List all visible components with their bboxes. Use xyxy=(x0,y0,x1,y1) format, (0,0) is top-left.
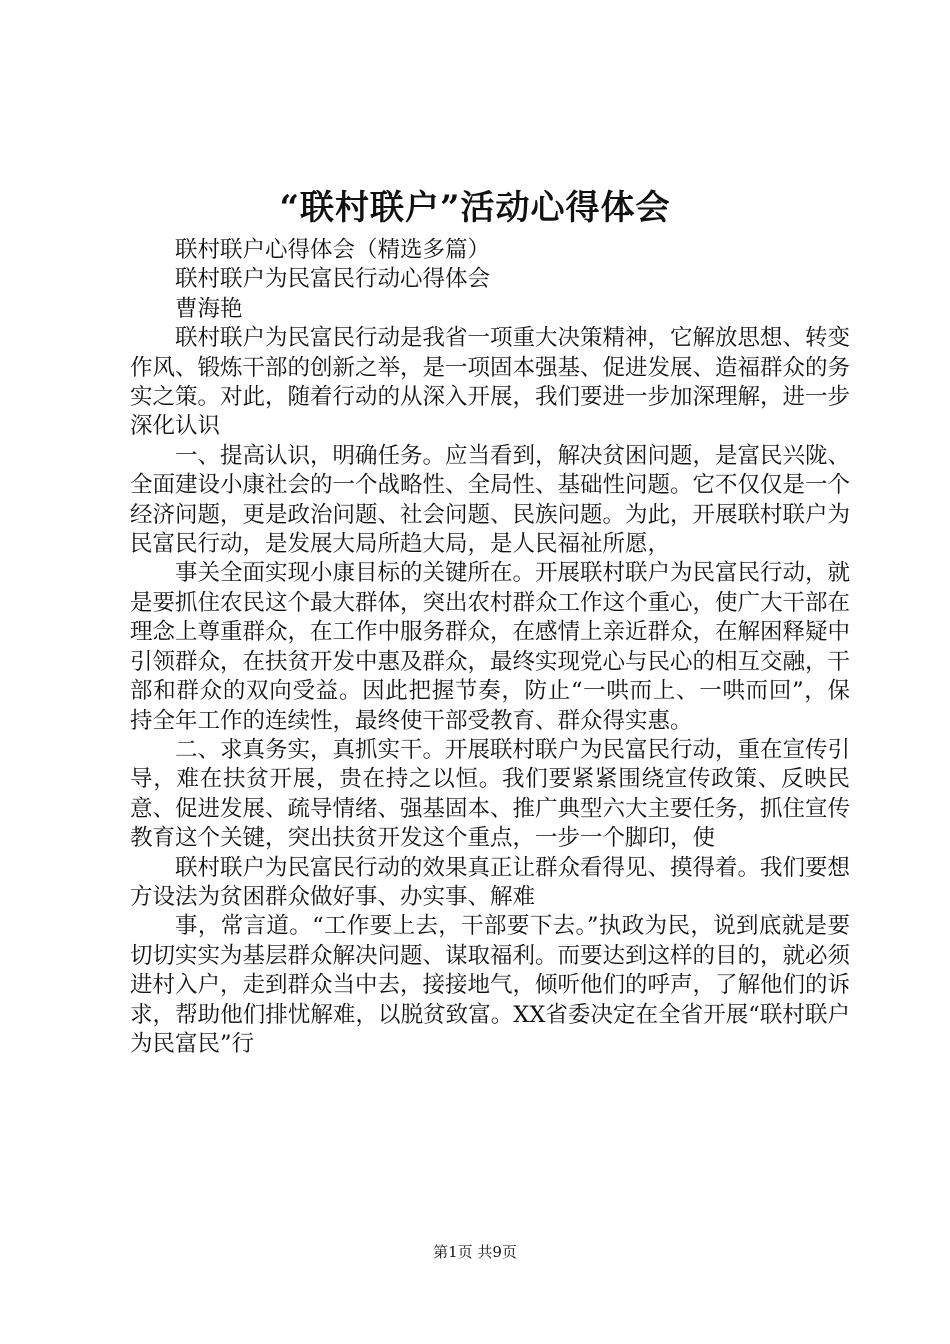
author-paragraph: 曹海艳 xyxy=(175,295,243,322)
body-paragraph: 二、求真务实，真抓实干。开展联村联户为民富民行动，重在宣传引导，难在扶贫开展，贵在持之以恒。我们要紧紧围绕宣传政策、反映民意、促进发展、疏导情绪、强基固本、推广典型六大主要任务，抓住宣传教育这个关键，突出扶贫开发这个重点，一步一个脚印，使 xyxy=(130,736,851,852)
body-paragraph: 联村联户为民富民行动的效果真正让群众看得见、摸得着。我们要想方设法为贫困群众做好事、办实事、解难 xyxy=(130,854,851,910)
subtitle-paragraph: 联村联户心得体会（精选多篇） xyxy=(175,237,491,263)
article-heading-paragraph: 联村联户为民富民行动心得体会 xyxy=(175,266,491,293)
document-title: “联村联户”活动心得体会 xyxy=(279,188,671,228)
body-paragraph: 事关全面实现小康目标的关键所在。开展联村联户为民富民行动，就是要抓住农民这个最大群体，突出农村群众工作这个重心，使广大干部在理念上尊重群众，在工作中服务群众，在感情上亲近群众，在解困释疑中引领群众，在扶贫开发中惠及群众，最终实现党心与民心的相互交融，干部和群众的双向受益。因此把握节奏，防止“一哄而上、一哄而回”，保持全年工作的连续性，最终使干部受教育、群众得实惠。 xyxy=(130,560,851,734)
body-paragraph: 联村联户为民富民行动是我省一项重大决策精神，它解放思想、转变作风、锻炼干部的创新之举，是一项固本强基、促进发展、造福群众的务实之策。对此，随着行动的从深入开展，我们要进一步加深理解，进一步深化认识 xyxy=(130,325,851,440)
document-body xyxy=(130,236,850,1059)
page-number-footer: 第1页 共9页 xyxy=(433,1243,517,1261)
body-paragraph: 事，常言道。“工作要上去，干部要下去。”执政为民，说到底就是要切切实实为基层群众解决问题、谋取福利。而要达到这样的目的，就必须进村入户，走到群众当中去，接接地气，倾听他们的呼声，了解他们的诉求，帮助他们排忧解难，以脱贫致富。XX省委决定在全省开展“联村联户为民富民”行 xyxy=(130,913,851,1057)
body-paragraph: 一、提高认识，明确任务。应当看到，解决贫困问题，是富民兴陇、全面建设小康社会的一个战略性、全局性、基础性问题。它不仅仅是一个经济问题，更是政治问题、社会问题、民族问题。为此，开展联村联户为民富民行动，是发展大局所趋大局，是人民福祉所愿， xyxy=(130,442,851,558)
